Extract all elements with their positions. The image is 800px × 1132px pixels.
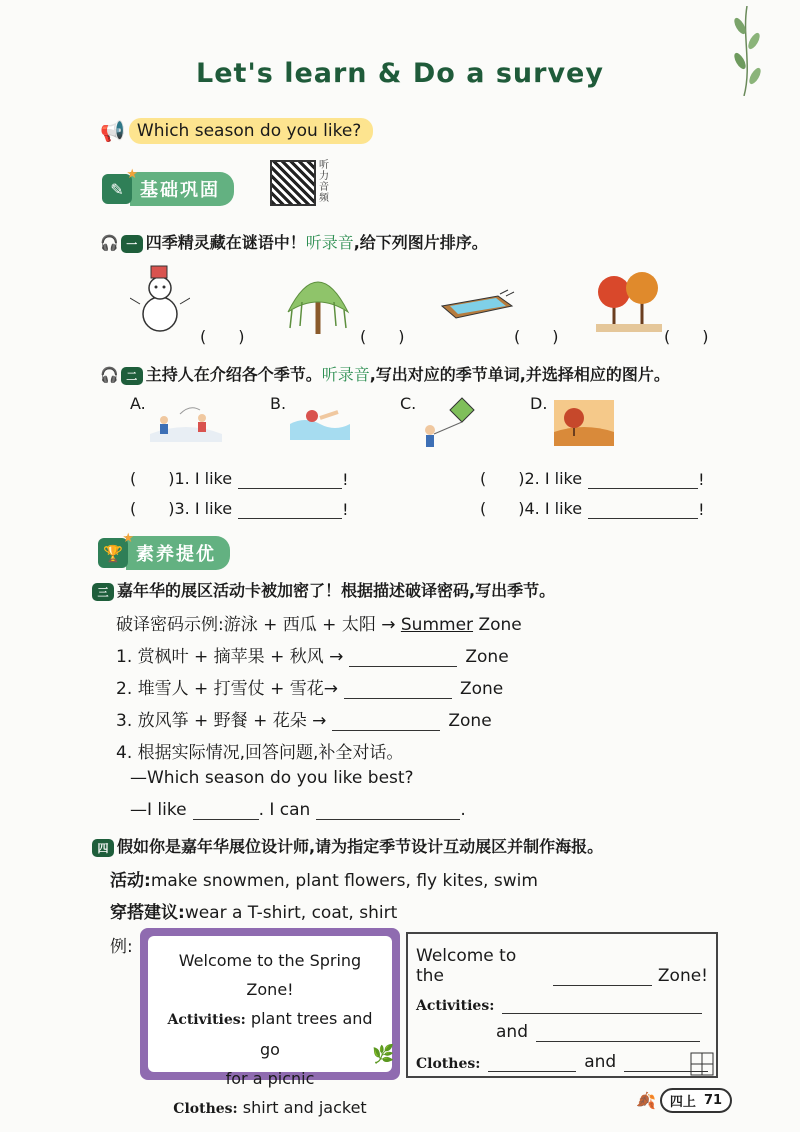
- willow-tree-image: [278, 262, 358, 334]
- welcome-suffix: Zone!: [657, 966, 708, 986]
- grass-icon: 🌿: [372, 1044, 395, 1065]
- section-badge-advanced: [98, 531, 230, 570]
- example-activities: [156, 1004, 384, 1064]
- clothes-text: shirt and jacket: [242, 1098, 367, 1117]
- answer-paren-3[interactable]: ( ): [514, 327, 559, 346]
- q3-line-1: [116, 642, 509, 667]
- line-text: 3. 放风筝 + 野餐 + 花朵 →: [116, 711, 327, 731]
- section-label-advanced: 素养提优: [126, 536, 230, 570]
- item-end: !: [342, 470, 349, 489]
- page-footer: [636, 1088, 732, 1113]
- example-label: 例:: [110, 937, 133, 957]
- question-3: [92, 578, 555, 601]
- headphones-icon: 🎧: [100, 366, 119, 384]
- question-text: 四季精灵藏在谜语中！: [145, 233, 306, 252]
- section-badge-basic: [102, 167, 234, 206]
- welcome-prefix: Welcome to the: [416, 946, 517, 986]
- qr-label: 听力音频: [319, 160, 329, 204]
- listen-text: 听录音: [305, 233, 354, 252]
- dialog-text: . I can: [258, 800, 311, 820]
- example-prefix: 破译密码示例:游泳 + 西瓜 + 太阳 →: [116, 615, 396, 635]
- answer-blank[interactable]: [536, 1024, 700, 1042]
- answer-blank[interactable]: [488, 1054, 576, 1072]
- answer-blank[interactable]: [344, 681, 452, 699]
- line-text: 1. 赏枫叶 + 摘苹果 + 秋风 →: [116, 647, 344, 667]
- q3-line-2: [116, 674, 503, 699]
- answer-blank[interactable]: [332, 713, 440, 731]
- question-text: 假如你是嘉年华展位设计师,请为指定季节设计互动展区并制作海报。: [117, 837, 604, 856]
- item-end: !: [698, 470, 705, 489]
- example-welcome: Welcome to the Spring Zone!: [178, 951, 362, 999]
- answer-activities: [416, 996, 708, 1014]
- item-end: !: [698, 500, 705, 519]
- option-a-label: A.: [130, 394, 146, 413]
- answer-paren-2[interactable]: ( ): [360, 327, 405, 346]
- leaf-icon: 🍂: [636, 1091, 656, 1110]
- question-number: 二: [121, 367, 143, 385]
- question-banner: [100, 118, 373, 144]
- answer-blank[interactable]: [193, 802, 259, 820]
- megaphone-icon: 📢: [100, 119, 125, 143]
- question-text: 主持人在介绍各个季节。: [145, 365, 322, 384]
- question-number: 四: [92, 839, 114, 857]
- q3-line-3: [116, 706, 492, 731]
- answer-blank[interactable]: [502, 996, 702, 1014]
- activities-label: 活动:: [110, 871, 151, 891]
- snow-fight-image: [150, 400, 222, 442]
- q2-item-2: [480, 466, 705, 489]
- q3-example: [116, 610, 522, 635]
- answer-blank[interactable]: [238, 501, 342, 519]
- q2-item-4: [480, 496, 705, 519]
- dialog-text: —I like: [130, 800, 187, 820]
- clothes-label: 穿搭建议:: [110, 903, 185, 923]
- item-text: ( )3. I like: [130, 499, 233, 518]
- answer-blank[interactable]: [349, 649, 457, 667]
- listen-text: 听录音: [321, 365, 370, 384]
- clothes-text: wear a T-shirt, coat, shirt: [184, 903, 398, 923]
- headphones-icon: 🎧: [100, 234, 119, 252]
- answer-clothes: [416, 1052, 708, 1072]
- q4-clothes: [110, 898, 397, 923]
- answer-paren-1[interactable]: ( ): [200, 327, 245, 346]
- autumn-landscape-image: [554, 400, 614, 446]
- answer-activities-2: [496, 1022, 708, 1042]
- page-title: Let's learn & Do a survey: [196, 58, 604, 89]
- option-c-label: C.: [400, 394, 417, 413]
- dialog-answer: [130, 800, 466, 820]
- activities-text: plant trees and go: [250, 1009, 373, 1059]
- zone-word: Zone: [465, 647, 509, 667]
- question-rest: ,写出对应的季节单词,并选择相应的图片。: [369, 365, 670, 384]
- page-number-tag: [660, 1088, 732, 1113]
- section-label-basic: 基础巩固: [130, 172, 234, 206]
- activities-label: Activities:: [416, 998, 495, 1014]
- item-text: ( )4. I like: [480, 499, 583, 518]
- option-b-label: B.: [270, 394, 287, 413]
- answer-blank[interactable]: [588, 501, 698, 519]
- pencil-note-icon: ✎ ★: [102, 174, 132, 204]
- snowman-image: [130, 262, 190, 334]
- qr-code-icon[interactable]: [270, 160, 316, 206]
- example-poster-card: [140, 928, 400, 1117]
- example-activities-2: for a picnic: [225, 1069, 315, 1088]
- zone-word: Zone: [459, 679, 504, 699]
- autumn-trees-image: [596, 268, 662, 332]
- activities-text: make snowmen, plant flowers, fly kites, swim: [150, 871, 538, 891]
- zone-word: Zone: [478, 615, 522, 635]
- item-end: !: [342, 500, 349, 519]
- kite-flying-image: [414, 396, 480, 452]
- q3-line-4: 4. 根据实际情况,回答问题,补全对话。: [116, 743, 404, 763]
- answer-blank[interactable]: [588, 471, 698, 489]
- page-number: 71: [703, 1093, 723, 1108]
- line-text: 2. 堆雪人 + 打雪仗 + 雪花→: [116, 679, 338, 699]
- question-1: [100, 230, 488, 253]
- and-word: and: [584, 1052, 617, 1072]
- answer-blank[interactable]: [316, 802, 460, 820]
- answer-blank[interactable]: [553, 968, 651, 986]
- grid-corner-icon: [690, 1052, 714, 1076]
- q2-item-3: [130, 496, 349, 519]
- question-number: 一: [121, 235, 143, 253]
- question-number: 三: [92, 583, 114, 601]
- activities-label: Activities:: [167, 1012, 246, 1028]
- clothes-label: Clothes:: [416, 1056, 481, 1072]
- item-text: ( )2. I like: [480, 469, 583, 488]
- q4-activities: [110, 866, 538, 891]
- answer-blank[interactable]: [238, 471, 342, 489]
- question-text: 嘉年华的展区活动卡被加密了！根据描述破译密码,写出季节。: [117, 581, 556, 600]
- q2-item-1: [130, 466, 349, 489]
- question-banner-text: Which season do you like?: [129, 118, 373, 144]
- example-clothes: [156, 1093, 384, 1124]
- answer-poster-card: [406, 932, 718, 1078]
- and-word: and: [496, 1022, 528, 1042]
- zone-word: Zone: [448, 711, 492, 731]
- answer-welcome: [416, 946, 708, 986]
- swimming-pool-image: [438, 288, 518, 322]
- example-answer: Summer: [400, 615, 474, 635]
- answer-paren-4[interactable]: ( ): [664, 327, 709, 346]
- trophy-icon: 🏆 ★: [98, 538, 128, 568]
- item-text: ( )1. I like: [130, 469, 233, 488]
- question-rest: ,给下列图片排序。: [353, 233, 488, 252]
- clothes-label: Clothes:: [173, 1101, 238, 1117]
- swimmer-image: [290, 400, 350, 440]
- dialog-end: .: [460, 800, 466, 820]
- question-2: [100, 362, 670, 385]
- grade-label: 四上: [669, 1095, 696, 1110]
- question-4: [92, 834, 603, 857]
- option-d-label: D.: [530, 394, 548, 413]
- dialog-question: —Which season do you like best?: [130, 768, 414, 788]
